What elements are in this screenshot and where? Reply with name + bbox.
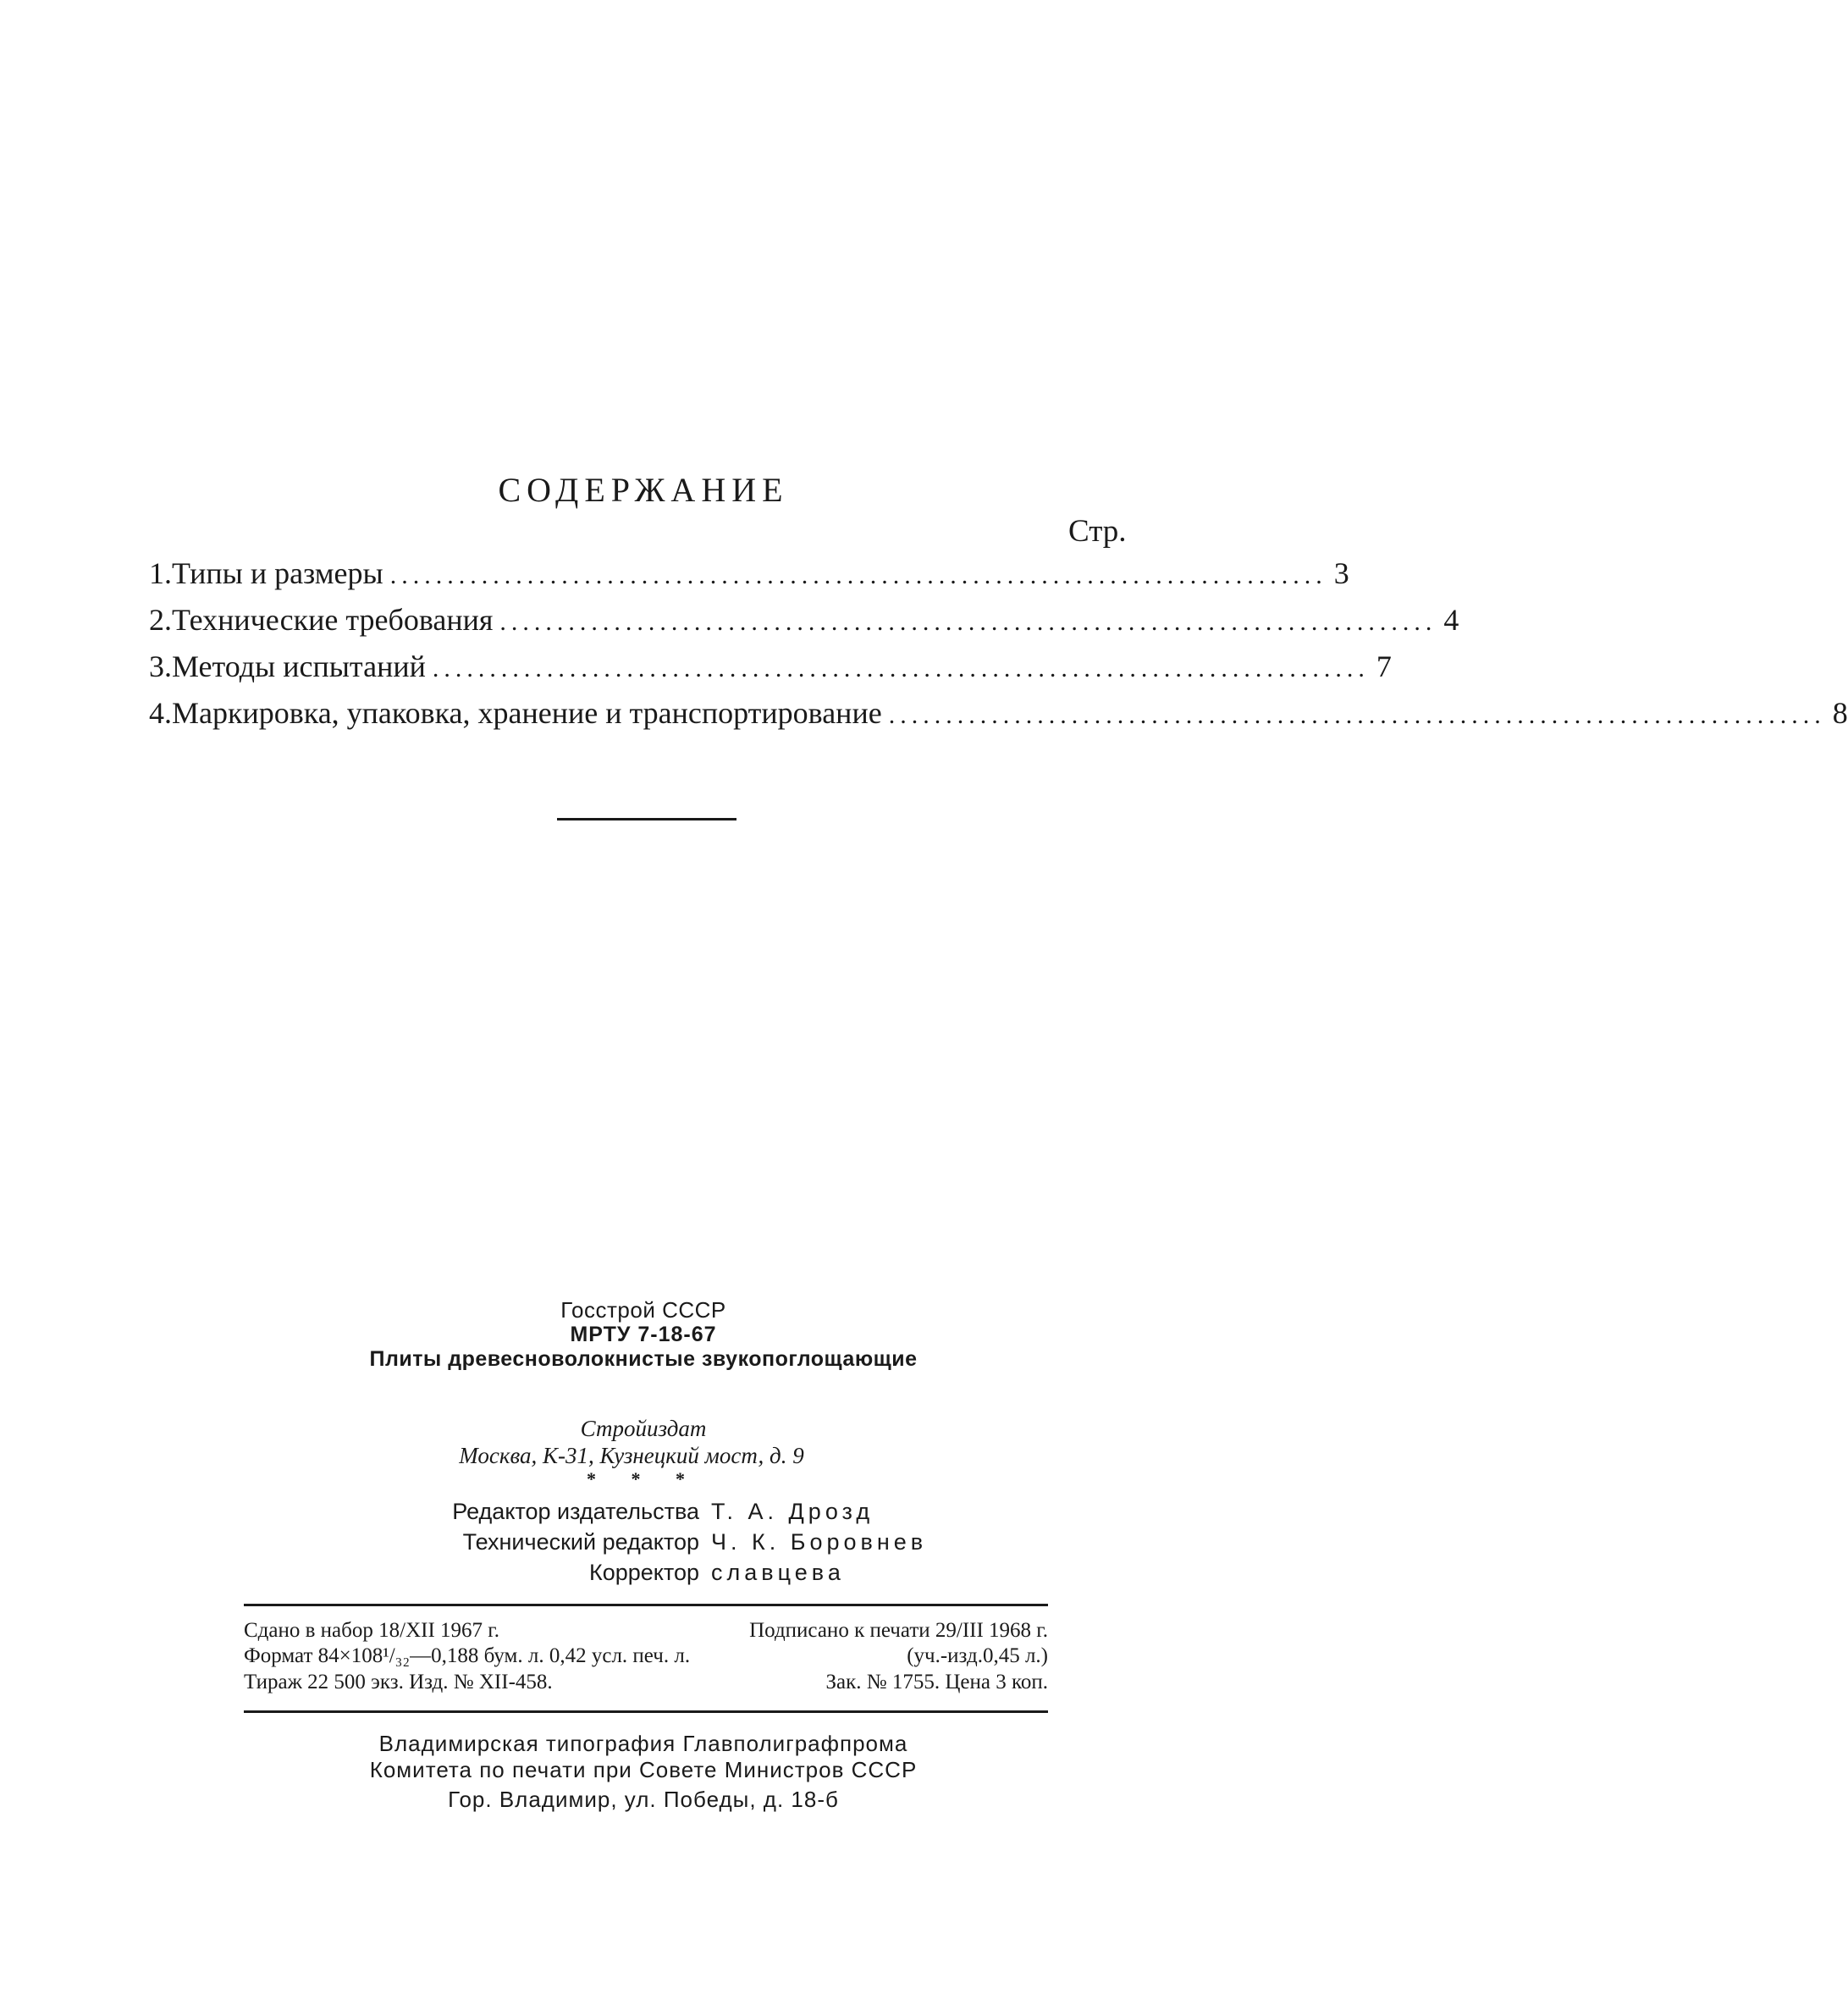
toc-entry-page: 8 [1832,696,1848,730]
toc-entry-page: 4 [1443,603,1459,637]
staff-name: славцева [711,1560,845,1585]
publisher-name: Стройиздат [580,1416,707,1441]
staff-role: Редактор издательства [452,1499,699,1524]
printer-name: Владимирская типография Главполиграфпрома [378,1731,908,1756]
print-details-left: Тираж 22 500 экз. Изд. № XII-458. [244,1671,553,1693]
printer-address: Гор. Владимир, ул. Победы, д. 18-б [448,1787,839,1812]
toc-entry-text: Методы испытаний [172,649,426,683]
contents-heading: СОДЕРЖАНИЕ [498,470,789,509]
separator-stars: * * * [587,1468,700,1489]
toc-entry[interactable] [149,555,1349,598]
print-details-line [244,1644,1048,1668]
toc-leader-dots: .................................................................................. [432,655,1370,682]
section-divider [557,818,736,820]
toc-entry-number: 1. [149,556,172,590]
print-details-right: (уч.-изд.0,45 л.) [907,1644,1048,1667]
printer-committee: Комитета по печати при Совете Министров СССР [369,1757,918,1782]
publisher-address: Москва, К-31, Кузнецкий мост, д. 9 [459,1443,804,1468]
staff-row [364,1560,957,1590]
print-details-right: Подписано к печати 29/III 1968 г. [749,1619,1048,1642]
staff-name: Ч. К. Боровнев [711,1529,928,1555]
toc-entry-number: 2. [149,603,172,637]
imprint-organization: Госстрой СССР [560,1297,726,1323]
toc-entry[interactable] [149,695,1848,738]
toc-entry-text: Типы и размеры [172,556,383,590]
toc-leader-dots: .................................................................................. [499,608,1437,636]
toc-entry-text: Технические требования [172,603,494,637]
staff-role: Корректор [588,1560,699,1585]
print-details-right: Зак. № 1755. Цена 3 коп. [825,1671,1048,1693]
imprint-rule-bottom [244,1710,1048,1713]
toc-entry-text: Маркировка, упаковка, хранение и транспортирование [172,696,882,730]
imprint-standard-code: МРТУ 7-18-67 [570,1323,717,1346]
imprint-rule-top [244,1604,1048,1606]
toc-entry-page: 7 [1376,649,1392,683]
staff-name: Т. А. Дрозд [711,1499,874,1524]
toc-leader-dots: .................................................................................. [888,701,1826,729]
print-details-left: Формат 84×108¹/₃₂—0,188 бум. л. 0,42 усл. печ. л. [244,1644,691,1667]
page-column-label: Стр. [1068,514,1127,549]
print-details-left: Сдано в набор 18/XII 1967 г. [244,1619,499,1642]
toc-leader-dots: .................................................................................. [389,561,1327,589]
toc-entry[interactable] [149,649,1392,691]
print-details-line [244,1671,1048,1694]
imprint-title: Плиты древесноволокнистые звукопоглощающие [369,1347,918,1371]
toc-entry-number: 3. [149,649,172,683]
staff-row [364,1529,957,1560]
staff-role: Технический редактор [462,1529,699,1555]
staff-row [364,1499,957,1529]
toc-entry-number: 4. [149,696,172,730]
toc-entry-page: 3 [1333,556,1349,590]
toc-entry[interactable] [149,602,1459,644]
print-details-line [244,1619,1048,1643]
